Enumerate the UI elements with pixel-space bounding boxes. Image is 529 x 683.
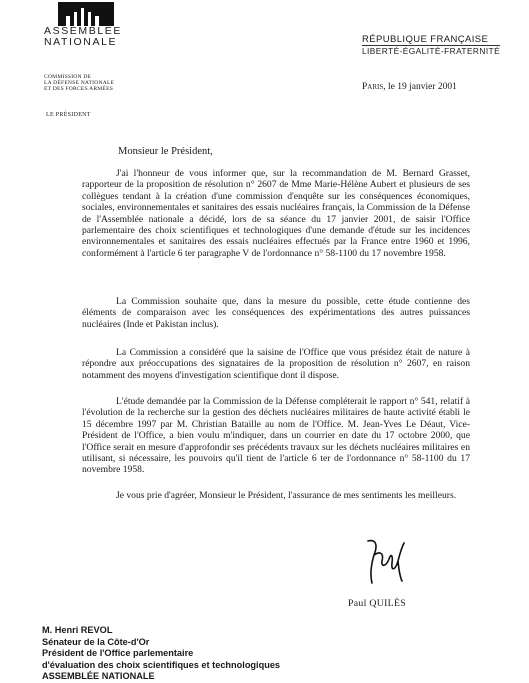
commission-line2: LA DÉFENSE NATIONALE [44,80,115,86]
recipient-address [42,625,280,683]
commission-line3: ET DES FORCES ARMÉES [44,86,114,92]
recipient-line1: M. Henri REVOL [42,625,113,635]
salutation: Monsieur le Président, [118,146,213,157]
org-name-line2: NATIONALE [44,36,118,48]
signer-name: Paul QUILÈS [348,598,406,609]
letterhead-org-name [44,26,122,48]
letter-paragraph-1: J'ai l'honneur de vous informer que, sur la recommandation de M. Bernard Grasset, rapporteur de la proposition de résolution n° 2607 de Mme Marie-Hélène Aubert et plusieurs de ses collègues tendant à la création d'une commission d'enquête sur les conséquences économiques, sociales, environnementales et sanitaires des essais nucléaires français, la Commission de la Défense de l'Assemblée nationale a décidé, lors de sa séance du 17 janvier 2001, de saisir l'Office parlementaire des choix scientifiques et technologiques d'une demande d'étude sur les incidences environnementales et sanitaires des essais nucléaires effectués par la France entre 1960 et 1996, conformément à l'article 6 ter paragraphe V de l'ordonnance n° 58-1100 du 17 novembre 1958. [82,168,470,259]
recipient-line2: Sénateur de la Côte-d'Or [42,636,150,647]
recipient-line5: ASSEMBLÉE NATIONALE [42,671,155,681]
recipient-line4: d'évaluation des choix scientifiques et technologiques [42,659,281,670]
assemblee-logo [58,2,114,26]
commission-name [44,74,114,92]
org-name-line1: ASSEMBLÉE [44,25,123,37]
place-and-date [362,82,457,92]
letter-closing: Je vous prie d'agréer, Monsieur le Président, l'assurance de mes sentiments les meilleurs. [116,490,457,501]
city: Paris [362,82,384,92]
republic-header [362,34,500,57]
handwritten-signature [362,537,408,585]
sender-role: LE PRÉSIDENT [46,112,91,118]
commission-line1: COMMISSION DE [44,74,92,80]
letter-paragraph-3: La Commission a considéré que la saisine de l'Office que vous présidez était de nature à répondre aux préoccupations des signataires de la proposition de résolution n° 2607, en raison notamment des moyens d'investigation scientifique dont il dispose. [82,347,470,381]
republic-motto: LIBERTÉ-ÉGALITÉ-FRATERNITÉ [362,46,501,56]
republic-title: RÉPUBLIQUE FRANÇAISE [362,34,489,45]
date: , le 19 janvier 2001 [383,82,457,92]
letter-paragraph-4: L'étude demandée par la Commission de la Défense compléterait le rapport n° 541, relatif à l'évolution de la recherche sur la gestion des déchets nucléaires militaires de haute activité établi le 15 décembre 1997 par M. Christian Bataille au nom de l'Office. M. Jean-Yves Le Déaut, Vice-Président de l'Office, a bien voulu m'indiquer, dans un courrier en date du 17 octobre 2000, que l'Office serait en mesure d'approfondir ses précédents travaux sur les déchets nucléaires militaires en utilisant, si nécessaire, les pouvoirs qu'il tient de l'article 6 ter de l'ordonnance n° 58-1100 du 17 novembre 1958. [82,396,470,476]
letter-paragraph-2: La Commission souhaite que, dans la mesure du possible, cette étude contienne des éléments de comparaison avec les conséquences des expérimentations des autres puissances nucléaires (Inde et Pakistan inclus). [82,296,470,330]
recipient-line3: Président de l'Office parlementaire [42,648,194,658]
